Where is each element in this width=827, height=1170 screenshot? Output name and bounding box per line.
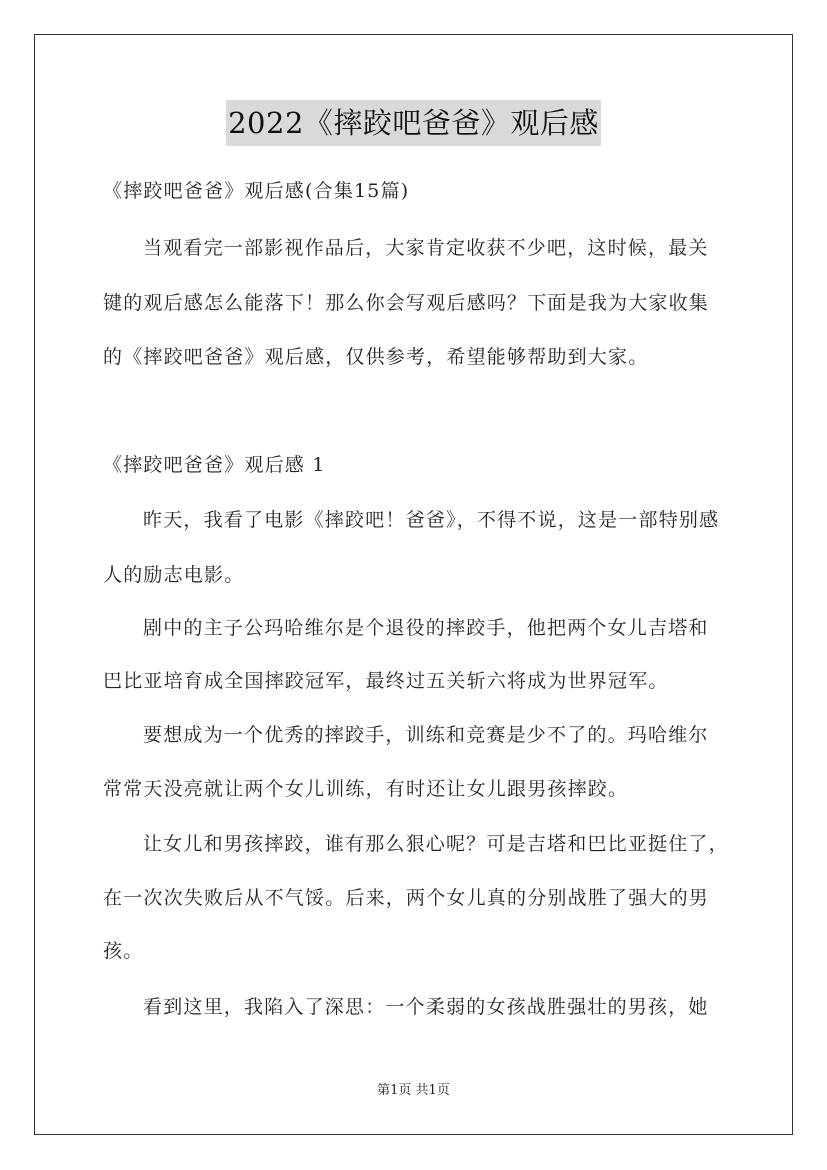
intro-line: 当观看完一部影视作品后，大家肯定收获不少吧，这时候，最关 bbox=[143, 237, 709, 259]
body-line: 孩。 bbox=[103, 940, 144, 962]
body-line: 人的励志电影。 bbox=[103, 564, 245, 586]
body-line: 让女儿和男孩摔跤，谁有那么狠心呢？可是吉塔和巴比亚挺住了， bbox=[143, 833, 729, 855]
body-line: 昨天，我看了电影《摔跤吧！爸爸》，不得不说，这是一部特别感 bbox=[143, 509, 720, 531]
body-line: 在一次次失败后从不气馁。后来，两个女儿真的分别战胜了强大的男 bbox=[103, 887, 710, 909]
body-line: 看到这里，我陷入了深思：一个柔弱的女孩战胜强壮的男孩，她 bbox=[143, 996, 709, 1018]
section-heading: 《摔跤吧爸爸》观后感 1 bbox=[103, 454, 326, 476]
body-line: 剧中的主子公玛哈维尔是个退役的摔跤手，他把两个女儿吉塔和 bbox=[143, 617, 709, 639]
body-line: 巴比亚培育成全国摔跤冠军，最终过五关斩六将成为世界冠军。 bbox=[103, 670, 669, 692]
document-title-wrapper bbox=[0, 100, 827, 146]
body-line: 要想成为一个优秀的摔跤手，训练和竞赛是少不了的。玛哈维尔 bbox=[143, 724, 709, 746]
body-line: 常常天没亮就让两个女儿训练，有时还让女儿跟男孩摔跤。 bbox=[103, 778, 629, 800]
document-subtitle: 《摔跤吧爸爸》观后感(合集15篇) bbox=[103, 180, 410, 202]
document-title: 2022《摔跤吧爸爸》观后感 bbox=[226, 100, 601, 146]
intro-line: 键的观后感怎么能落下！那么你会写观后感吗？下面是我为大家收集 bbox=[103, 292, 710, 314]
page-footer: 第1页 共1页 bbox=[377, 1083, 450, 1098]
intro-line: 的《摔跤吧爸爸》观后感，仅供参考，希望能够帮助到大家。 bbox=[103, 346, 649, 368]
